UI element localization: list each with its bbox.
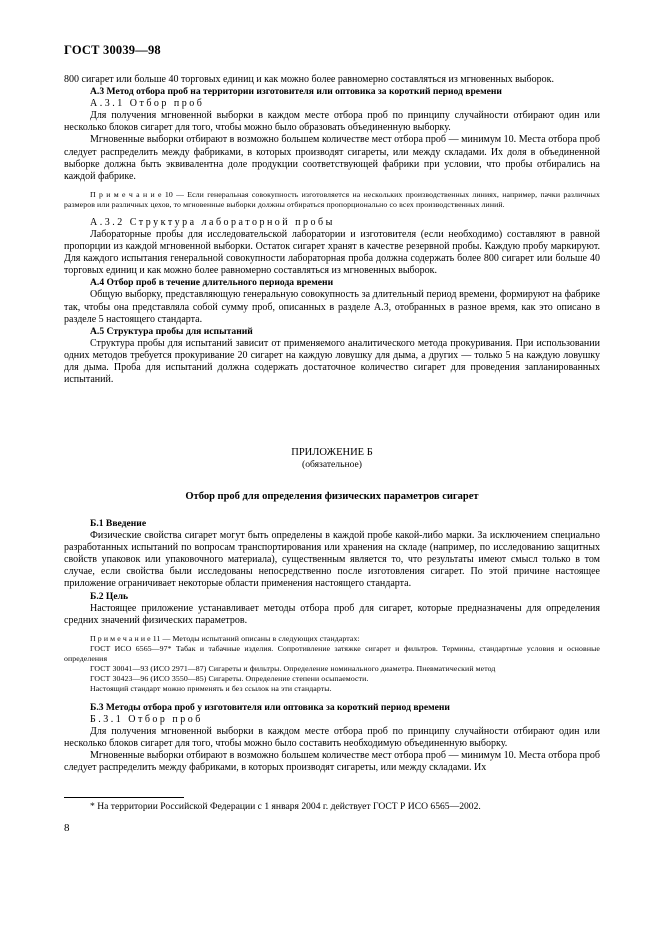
section-b [64,518,600,774]
heading-b31: Б.3.1 Отбор проб [90,713,203,725]
annex-status: (обязательное) [302,459,362,470]
paragraph: Мгновенные выборки отбирают в возможно большем количестве мест отбора проб — минимум 10. Места отбора проб следует распределить между фабриками, в которых производят сигареты, или между складами. Их доля в объединенной выборке должна быть эквивалентна доле продукции соответствующей фабрики при условии, что пробы отбирались на каждой фабрике. [64,134,600,182]
heading-b1: Б.1 Введение [90,518,147,529]
paragraph: Общую выборку, представляющую генеральную совокупность за длительный период времени, формируют на фабрике так, чтобы она представляла собой сумму проб, описанных в разделе А.3, отобранных в разное время, как это описано в разделе 5 настоящего стандарта. [64,289,600,325]
annex-title: Отбор проб для определения физических параметров сигарет [185,491,479,502]
heading-a32: А.3.2 Структура лабораторной пробы [90,216,335,228]
heading-a4: А.4 Отбор проб в течение длительного периода времени [90,277,334,289]
note-line: ГОСТ 30041—93 (ИСО 2971—87) Сигареты и фильтры. Определение номинального диаметра. Пневматический метод [90,663,496,673]
heading-b3: Б.3 Методы отбора проб у изготовителя или оптовика за короткий период времени [90,701,450,713]
note-11 [64,634,600,694]
paragraph: Для получения мгновенной выборки в каждом месте отбора проб по принципу случайности отбирают один или несколько блоков сигарет для того, чтобы можно было образовать объединенную выборку. [64,110,600,134]
note-text: — Методы испытаний описаны в следующих стандартах: [162,633,360,643]
paragraph: Структура пробы для испытаний зависит от применяемого аналитического метода прокуривания. При использовании одних методов требуется прокуривание 20 сигарет на каждую ловушку для дыма, а других — только 5 на каждую ловушку для дыма. Проба для испытаний должна содержать достаточное количество сигарет для проведения запланированных испытаний. [64,337,600,386]
footnote: * На территории Российской Федерации с 1 января 2004 г. действует ГОСТ Р ИСО 6565—2002. [90,801,481,812]
section-a [64,74,600,386]
heading-a5: А.5 Структура пробы для испытаний [90,325,253,337]
page-number: 8 [64,822,70,834]
note-10 [64,190,600,210]
note-line: Настоящий стандарт можно применять и без ссылок на эти стандарты. [90,683,332,693]
heading-a3: А.3 Метод отбора проб на территории изготовителя или оптовика за короткий период времени [90,86,502,98]
paragraph: 800 сигарет или больше 40 торговых единиц и как можно более равномерно составляться из мгновенных выборок. [64,74,554,85]
paragraph: Физические свойства сигарет могут быть определены в каждой пробе какой-либо марки. За исключением специально разработанных испытаний по вопросам транспортирования или хранения на складе (например, по исследованию защитных свойств упаковок или упаковочного материала), существенным является то, что результаты имеют смысл только в том случае, если свойства были исследованы непосредственно после изготовления сигарет. По этой причине настоящее приложение ограничивает некоторые области применения настоящего стандарта. [64,530,600,590]
note-text: — Если генеральная совокупность изготовляется на нескольких производственных линиях, например, пачки различных размеров или различных цехов, то мгновенные выборки должны отбираться пропорционально со всех производственных линий. [64,189,600,209]
annex-heading [64,447,600,471]
note-label: П р и м е ч а н и е 10 [90,189,173,199]
note-line: ГОСТ 30423—96 (ИСО 3550—85) Сигареты. Определение степени осыпаемости. [90,673,369,683]
paragraph: Мгновенные выборки отбирают в возможно большем количестве мест отбора проб — минимум 10. Места отбора проб следует распределить между фабриками, в которых производят сигареты, или между складами. Их [64,750,600,774]
standard-header: ГОСТ 30039—98 [64,43,161,57]
footnote-divider [64,797,184,798]
note-line: ГОСТ ИСО 6565—97* Табак и табачные изделия. Сопротивление затяжке сигарет и фильтров. Термины, стандартные условия и основные определения [64,643,600,663]
paragraph: Лабораторные пробы для исследовательской лаборатории и изготовителя (если необходимо) составляют в равной пропорции из каждой мгновенной выборки. Остаток сигарет хранят в качестве резервной пробы. Каждую пробу маркируют. Для каждого испытания генеральной совокупности лабораторная проба должна содержать более 800 сигарет или больше 40 торговых единиц и как можно более равномерно составляться из мгновенных выборок. [64,228,600,277]
paragraph: Настоящее приложение устанавливает методы отбора проб для сигарет, которые предназначены для определения средних значений физических параметров. [64,602,600,626]
annex-label: ПРИЛОЖЕНИЕ Б [291,447,373,458]
paragraph: Для получения мгновенной выборки в каждом месте отбора проб по принципу случайности отбирают один или несколько блоков сигарет для того, чтобы можно было составить необходимую объединенную выборку. [64,726,600,750]
heading-a31: А.3.1 Отбор проб [90,98,205,110]
note-label: П р и м е ч а н и е 11 [90,633,161,643]
heading-b2: Б.2 Цель [90,590,129,602]
